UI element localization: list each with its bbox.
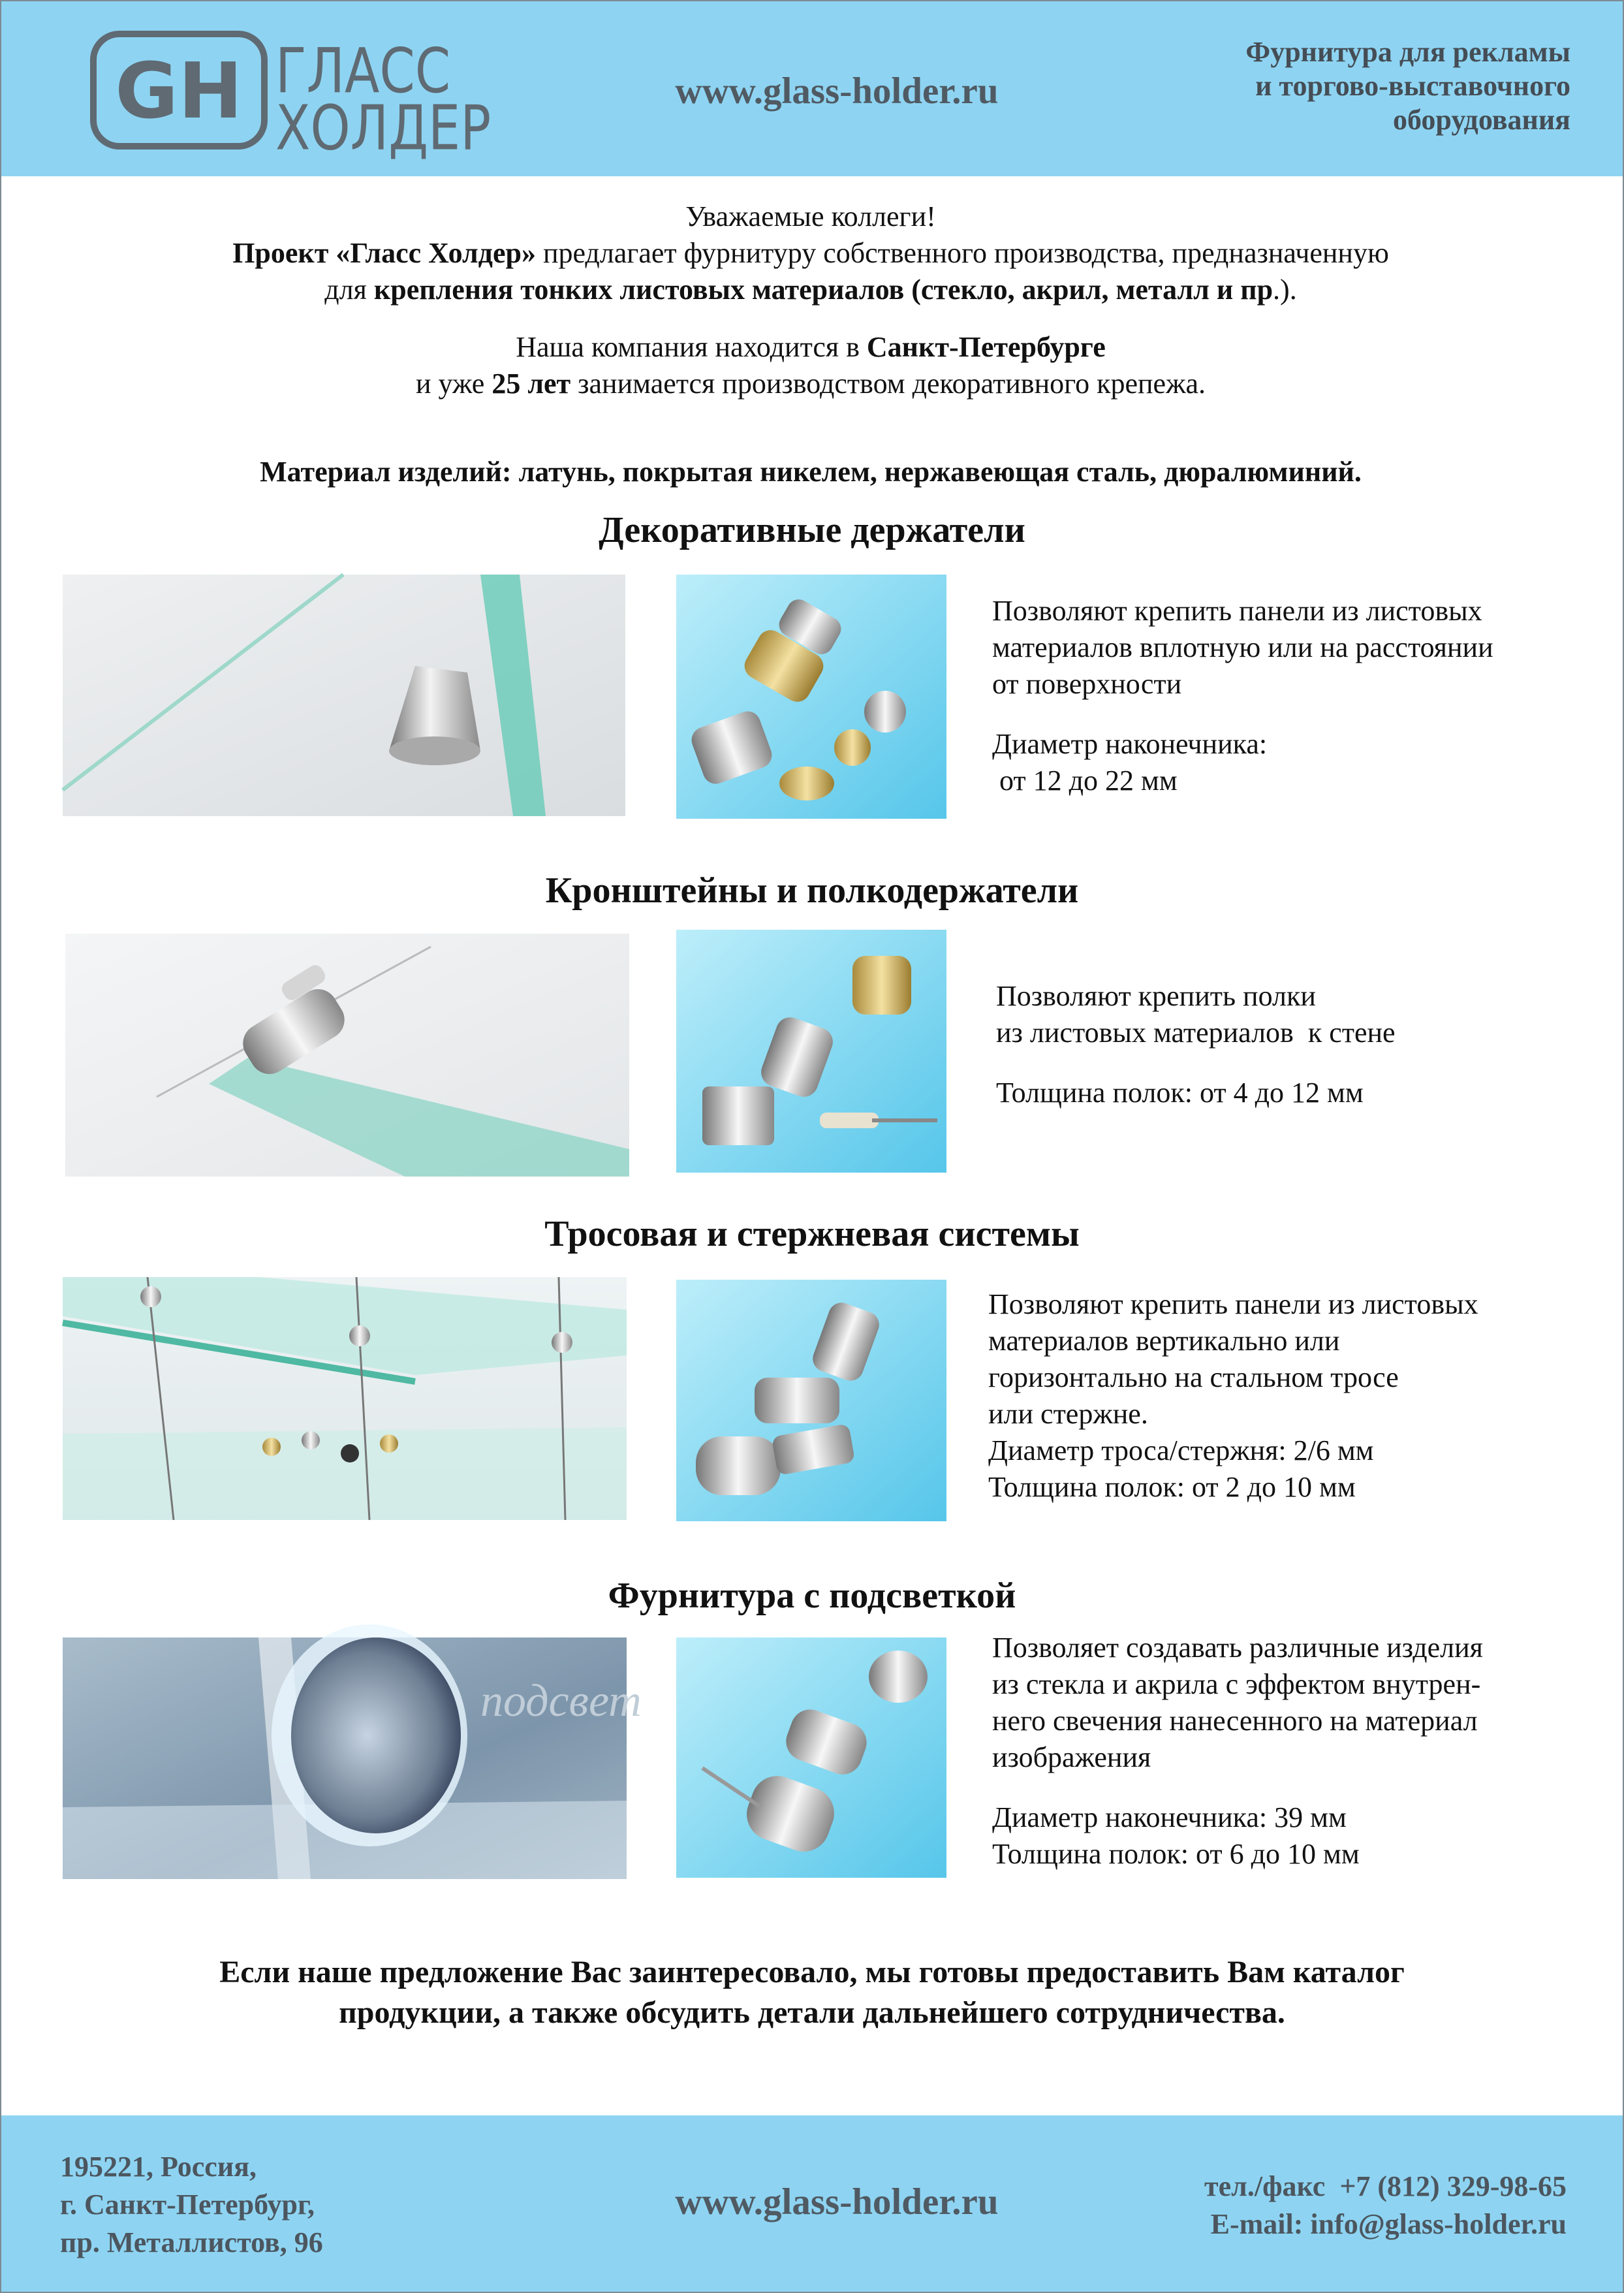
desc-line: от поверхности	[992, 668, 1182, 700]
project-name: Проект «Гласс Холдер»	[232, 237, 536, 269]
photo-shelf-bracket-installed	[65, 934, 629, 1177]
desc-line: материалов вертикально или	[988, 1325, 1340, 1357]
photo-decorative-holders-set	[676, 575, 946, 819]
greeting: Уважаемые коллеги!	[685, 200, 936, 232]
closing-line-2: продукции, а также обсудить детали дальнейшего сотрудничества.	[339, 1995, 1285, 2030]
tagline-line-1: Фурнитура для рекламы	[1245, 36, 1570, 68]
section-description-decorative-holders	[992, 593, 1493, 799]
address-line-3: пр. Металлистов, 96	[60, 2226, 323, 2258]
desc-line: Толщина полок: от 4 до 12 мм	[996, 1077, 1364, 1109]
materials-statement: Материал изделий: латунь, покрытая никелем, нержавеющая сталь, дюралюминий.	[260, 456, 1362, 488]
desc-line: или стержне.	[988, 1398, 1148, 1430]
photo-shelf-brackets-set	[676, 930, 946, 1173]
desc-line: Позволяют крепить полки	[996, 980, 1316, 1012]
desc-line: из стекла и акрила с эффектом внутрен-	[992, 1668, 1481, 1700]
photo-cable-fittings-set	[676, 1280, 946, 1521]
intro-line-4: Наша компания находится в	[516, 331, 867, 363]
desc-line: него свечения нанесенного на материал	[992, 1705, 1478, 1737]
tagline-line-3: оборудования	[1393, 104, 1570, 136]
header-website-link[interactable]: www.glass-holder.ru	[675, 71, 999, 112]
footer-band	[1, 2115, 1623, 2292]
logo-mark	[90, 31, 268, 150]
desc-line: изображения	[992, 1741, 1151, 1773]
intro-line-3-post: .).	[1273, 274, 1297, 306]
tagline-line-2: и торгово-выставочного	[1255, 70, 1570, 102]
closing-line-1: Если наше предложение Вас заинтересовало, мы готовы предоставить Вам каталог	[219, 1955, 1405, 1989]
desc-line: Диаметр наконечника: 39 мм	[992, 1801, 1347, 1833]
logo-line-1: ГЛАСС	[275, 36, 451, 108]
section-description-brackets	[996, 978, 1396, 1111]
footer-website-link[interactable]: www.glass-holder.ru	[675, 2181, 999, 2222]
intro-line-3-bold: крепления тонких листовых материалов (стекло, акрил, металл и пр	[373, 274, 1273, 306]
address-line-1: 195221, Россия,	[60, 2151, 257, 2183]
email-link[interactable]: E-mail: info@glass-holder.ru	[1210, 2208, 1567, 2240]
intro-line-5-post: занимается производством декоративного крепежа.	[570, 368, 1206, 400]
desc-line: материалов вплотную или на расстоянии	[992, 631, 1493, 663]
section-title-brackets: Кронштейны и полкодержатели	[545, 870, 1079, 911]
desc-line: от 12 до 22 мм	[992, 765, 1178, 797]
logo-line-2: ХОЛДЕР	[275, 93, 492, 165]
city-name: Санкт-Петербурге	[866, 331, 1106, 363]
footer-contacts	[1204, 2168, 1567, 2243]
header-band	[1, 1, 1623, 176]
phone-fax[interactable]: тел./факс +7 (812) 329-98-65	[1204, 2170, 1567, 2202]
desc-line: Позволяют крепить панели из листовых	[988, 1288, 1478, 1320]
intro-line-2: предлагает фурнитуру собственного производства, предназначенную	[535, 237, 1389, 269]
photo-illuminated-holder	[63, 1637, 642, 1879]
section-description-illuminated-fittings	[992, 1630, 1483, 1873]
section-description-cable-rod-systems	[988, 1286, 1478, 1506]
logo-mark-letters: GH	[115, 46, 243, 136]
photo-caption: подсвет	[480, 1676, 642, 1726]
photo-cable-system-shelves	[63, 1277, 627, 1520]
intro-line-5-pre: и уже	[415, 368, 492, 400]
header-tagline	[1114, 35, 1570, 137]
intro-line-3-pre: для	[324, 274, 374, 306]
logo-wordmark	[275, 26, 492, 165]
intro-text	[93, 198, 1529, 402]
desc-line: Толщина полок: от 6 до 10 мм	[992, 1838, 1360, 1870]
desc-line: Позволяет создавать различные изделия	[992, 1632, 1483, 1664]
section-title-decorative-holders: Декоративные держатели	[599, 510, 1025, 550]
desc-line: Диаметр троса/стержня: 2/6 мм	[988, 1434, 1374, 1466]
section-title-illuminated-fittings: Фурнитура с подсветкой	[608, 1575, 1016, 1616]
section-title-cable-rod-systems: Тросовая и стержневая системы	[544, 1214, 1080, 1254]
footer-address	[60, 2148, 323, 2262]
desc-line: из листовых материалов к стене	[996, 1017, 1396, 1049]
address-line-2: г. Санкт-Петербург,	[60, 2189, 315, 2221]
desc-line: Диаметр наконечника:	[992, 728, 1268, 760]
years-count: 25 лет	[492, 368, 571, 400]
photo-illuminated-fittings-set	[676, 1637, 946, 1878]
desc-line: Позволяют крепить панели из листовых	[992, 595, 1482, 627]
desc-line: Толщина полок: от 2 до 10 мм	[988, 1471, 1356, 1503]
closing-offer	[67, 1952, 1557, 2033]
desc-line: горизонтально на стальном тросе	[988, 1361, 1399, 1393]
photo-decorative-holder-installed	[63, 575, 625, 816]
